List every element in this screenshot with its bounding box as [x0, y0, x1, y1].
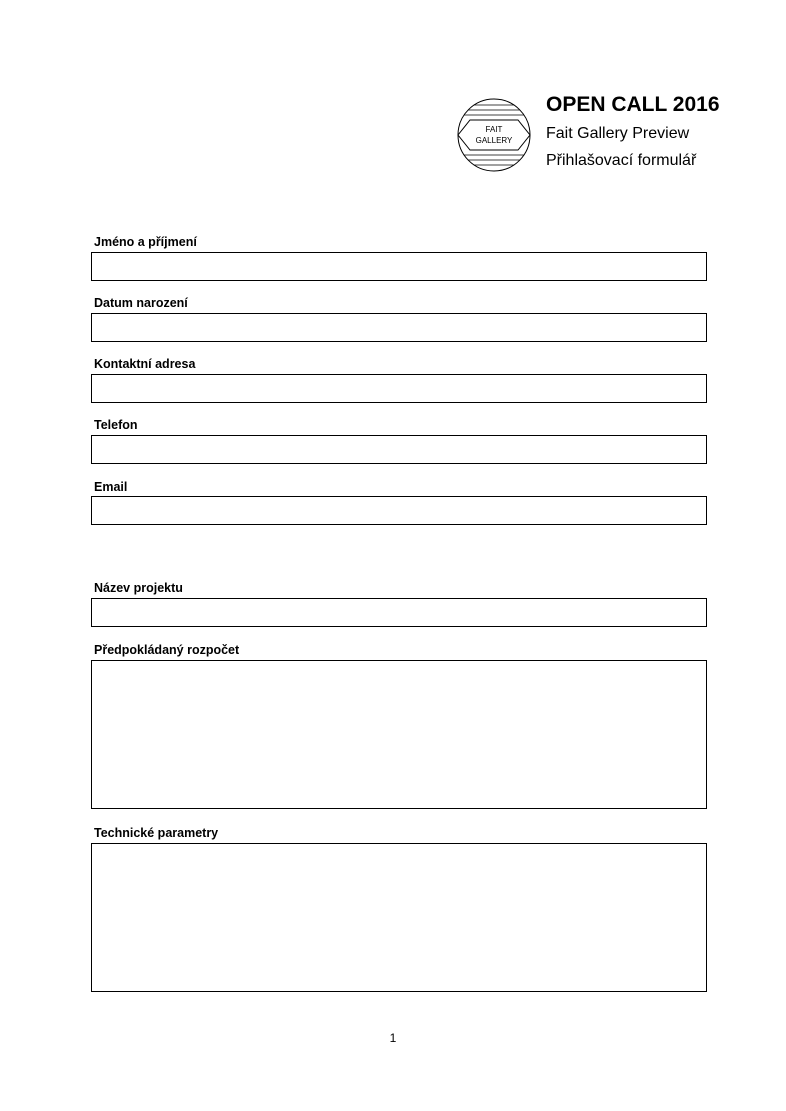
budget-field[interactable] [91, 660, 707, 809]
form-name: Přihlašovací formulář [546, 152, 697, 169]
email-label: Email [94, 480, 128, 494]
birth-date-label: Datum narození [94, 296, 188, 310]
fait-gallery-logo [456, 97, 532, 173]
address-label: Kontaktní adresa [94, 357, 196, 371]
project-name-label: Název projektu [94, 581, 183, 595]
gallery-name: Fait Gallery Preview [546, 125, 690, 142]
email-field[interactable] [91, 496, 707, 525]
technical-label: Technické parametry [94, 826, 219, 840]
technical-field[interactable] [91, 843, 707, 992]
phone-label: Telefon [94, 418, 138, 432]
header-title-block [546, 90, 776, 174]
name-label: Jméno a příjmení [94, 235, 197, 249]
name-field[interactable] [91, 252, 707, 281]
logo-text-gallery: GALLERY [475, 136, 513, 145]
page-number: 1 [389, 1031, 397, 1045]
page-title: OPEN CALL 2016 [546, 93, 720, 116]
address-field[interactable] [91, 374, 707, 403]
logo-text-fait: FAIT [485, 125, 503, 134]
birth-date-field[interactable] [91, 313, 707, 342]
project-name-field[interactable] [91, 598, 707, 627]
phone-field[interactable] [91, 435, 707, 464]
budget-label: Předpokládaný rozpočet [94, 643, 240, 657]
